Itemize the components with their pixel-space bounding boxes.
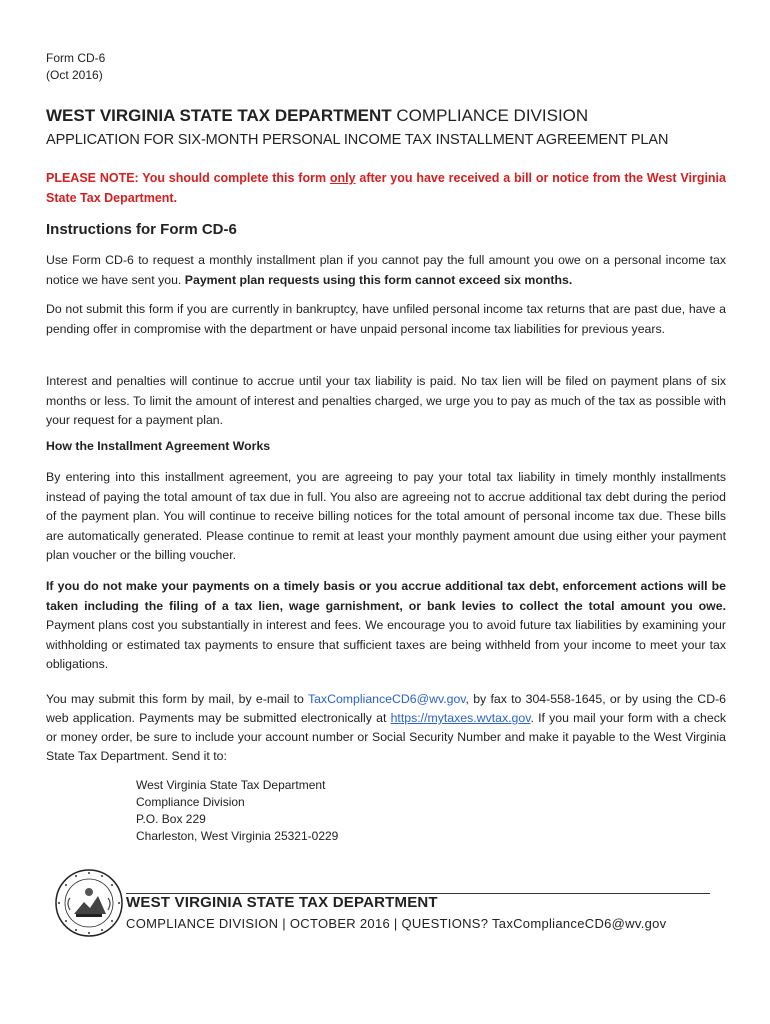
- mytaxes-link[interactable]: https://mytaxes.wvtax.gov: [390, 711, 531, 725]
- submission-text-b: , by fax to 304-558-1645, or by using the CD-6 web application. Payments may be submitted electronically at: [46, 692, 727, 725]
- paragraph-submission: [46, 690, 726, 766]
- purpose-text: Use Form CD-6 to request a monthly installment plan if you cannot pay the full amount you owe on a personal income tax notice we have sent you.: [46, 253, 726, 287]
- address-line-1: West Virginia State Tax Department: [136, 778, 326, 792]
- please-note: [46, 168, 726, 208]
- footer: [46, 868, 726, 938]
- how-it-works-title: How the Installment Agreement Works: [46, 439, 271, 453]
- footer-meta: COMPLIANCE DIVISION | OCTOBER 2016 | QUESTIONS? TaxComplianceCD6@wv.gov: [126, 916, 667, 931]
- address-line-3: P.O. Box 229: [136, 812, 206, 826]
- note-part1: PLEASE NOTE: You should complete this form: [46, 171, 330, 185]
- form-identifier: [46, 50, 105, 84]
- enforcement-bold: If you do not make your payments on a timely basis or you accrue additional tax debt, enforcement actions will be taken including the filing of a tax lien, wage garnishment, or bank levies to collect the total amount you owe.: [46, 579, 726, 613]
- instructions-title: Instructions for Form CD-6: [46, 221, 237, 238]
- paragraph-purpose: [46, 251, 726, 290]
- department-heading: [46, 106, 588, 126]
- purpose-bold: Payment plan requests using this form cannot exceed six months.: [184, 272, 573, 287]
- division-name: COMPLIANCE DIVISION: [396, 106, 589, 125]
- address-line-2: Compliance Division: [136, 795, 245, 809]
- mailing-address: [136, 777, 338, 845]
- application-title: APPLICATION FOR SIX-MONTH PERSONAL INCOME TAX INSTALLMENT AGREEMENT PLAN: [46, 132, 669, 148]
- form-date: (Oct 2016): [46, 68, 103, 82]
- enforcement-text: Payment plans cost you substantially in interest and fees. We encourage you to avoid future tax liabilities by examining your withholding or estimated tax payments to ensure that sufficient taxes are being withheld from your income to meet your tax obligations.: [46, 618, 726, 671]
- email-link[interactable]: TaxComplianceCD6@wv.gov: [307, 692, 466, 706]
- address-line-4: Charleston, West Virginia 25321-0229: [136, 829, 339, 843]
- paragraph-interest: Interest and penalties will continue to accrue until your tax liability is paid. No tax lien will be filed on payment plans of six months or less. To limit the amount of interest and penalties charged, we urge you to pay as much of the tax as possible with your request for a payment plan.: [46, 374, 726, 427]
- department-name: WEST VIRGINIA STATE TAX DEPARTMENT: [46, 106, 392, 125]
- note-part2: after you have received a bill or notice from the West Virginia State Tax Department.: [46, 171, 726, 205]
- state-seal-icon: [54, 868, 124, 938]
- submission-text-a: You may submit this form by mail, by e-mail to: [46, 692, 308, 706]
- note-emphasis: only: [329, 171, 356, 185]
- paragraph-agreement: By entering into this installment agreement, you are agreeing to pay your total tax liability in timely monthly installments instead of paying the total amount of tax due in full. You also are agreeing not to accrue additional tax debt during the period of the payment plan. You will continue to receive billing notices for the total amount of personal income tax due. These bills are automatically generated. Please continue to remit at least your monthly payment amount due using either your payment plan voucher or the billing voucher.: [46, 470, 726, 562]
- form-number: Form CD-6: [46, 51, 106, 65]
- footer-title: WEST VIRGINIA STATE TAX DEPARTMENT: [126, 894, 438, 911]
- submission-text-c: . If you mail your form with a check or money order, be sure to include your account number or Social Security Number and make it payable to the West Virginia State Tax Department. Send it to:: [46, 711, 726, 763]
- paragraph-enforcement: [46, 577, 726, 675]
- paragraph-eligibility: Do not submit this form if you are currently in bankruptcy, have unfiled personal income tax returns that are past due, have a pending offer in compromise with the department or have unpaid personal income tax liabilities for previous years.: [46, 302, 726, 336]
